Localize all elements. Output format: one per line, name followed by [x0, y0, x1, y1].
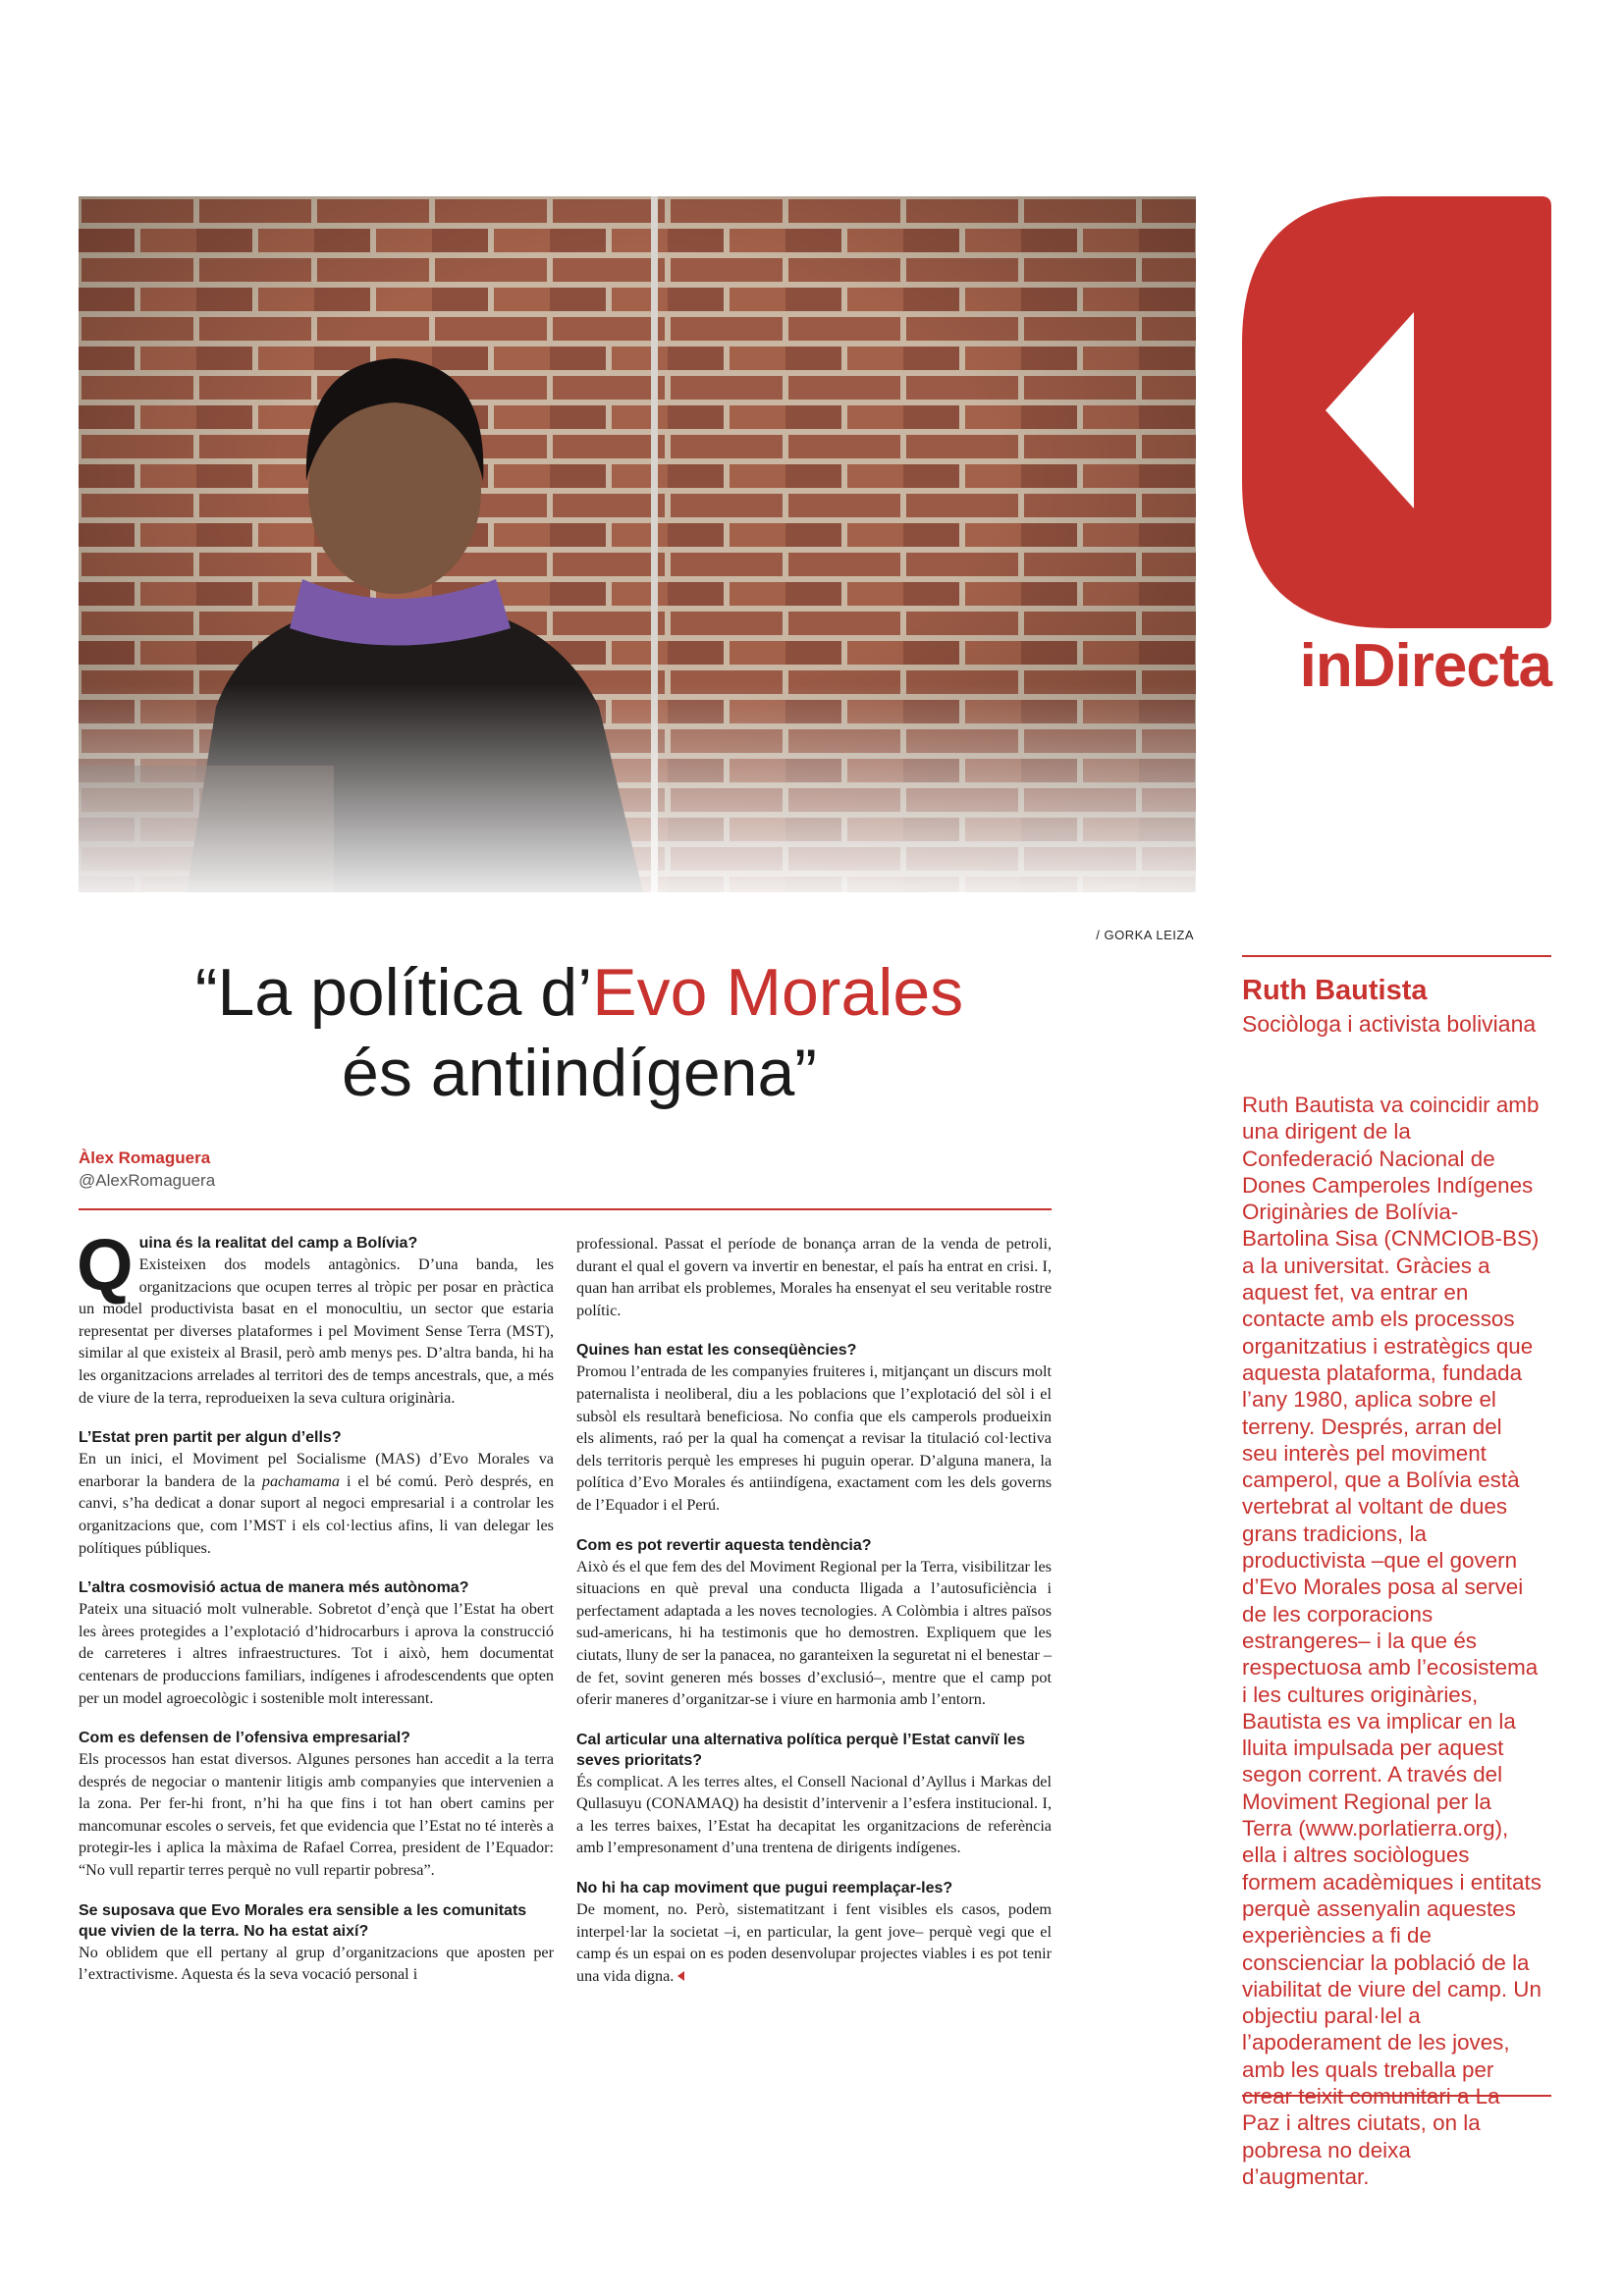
- answer: Existeixen dos models antagònics. D’una banda, les organitzacions que ocupen terres al tròpic per posar en pràctica un model productivista basat en el monocultiu, un sector que estaria representat per diverses plataformes i pel Moviment Sense Terra (MST), similar al que existeix al Brasil, però amb menys pes. D’altra banda, hi ha les organitzacions arrelades al territori des de temps ancestrals, que, a més de viure de la terra, reprodueixen la seva cultura originària.: [79, 1255, 554, 1407]
- end-triangle-icon: [677, 1971, 684, 1981]
- headline: [79, 952, 1080, 1113]
- answer-text: En un inici, el Moviment pel Socialisme (MAS) d’Evo Morales va enarborar la bandera de la: [79, 1450, 554, 1490]
- intro-block: [77, 1224, 554, 1409]
- play-back-logo-icon: [1242, 196, 1551, 628]
- answer: És complicat. A les terres altes, el Consell Nacional d’Ayllus i Markas del Qullasuyu (CONAMAQ) ha desistit d’intervenir a l’esfera institucional. I, a les terres baixes, l’Estat ha decapitat les organitzacions de referència amb l’empresonament d’una trentena de dirigents indígenes.: [576, 1772, 1052, 1857]
- answer: [576, 1898, 1052, 1987]
- headline-line2: és antiindígena”: [342, 1036, 817, 1110]
- answer: Els processos han estat diversos. Algunes persones han accedit a la terra després de negociar o mantenir litigis amb companyies que intervenien a la zona. Per fer-hi front, n’hi ha que fins i tot han obert camins per mancomunar escoles o serveis, fet que evidencia que l’Estat no té interès a protegir-les i aplica la màxima de Rafael Correa, president de l’Equador: “No vull repartir terres perquè no vull repartir pobresa”.: [79, 1750, 554, 1880]
- section-brand: inDirecta: [1299, 632, 1551, 700]
- question: Com es defensen de l’ofensiva empresarial?: [79, 1730, 410, 1747]
- headline-part1: “La política d’: [194, 955, 593, 1030]
- article-column-left: [77, 1224, 554, 2004]
- answer-text: De moment, no. Però, sistematitzant i fent visibles els casos, podem interpel·lar la societat –i, en particular, la gent jove– perquè vegi que el camp és un espai on es poden desenvolupar projectes viables i es pot tenir una vida digna.: [576, 1900, 1052, 1985]
- drop-cap: Q: [77, 1224, 134, 1306]
- sidebar-divider-bottom: [1242, 2095, 1551, 2097]
- answer: No oblidem que ell pertany al grup d’organitzacions que aposten per l’extractivisme. Aquesta és la seva vocació personal i: [79, 1943, 554, 1984]
- divider: [79, 1208, 1052, 1210]
- answer: Pateix una situació molt vulnerable. Sobretot d’ençà que l’Estat ha obert les àrees protegides a l’explotació d’hidrocarburs i aprova la construcció de carreteres i altres infraestructures. Tot i això, hem documentat centenars de produccions familiars, indígenes i afrodescendents que opten per un model agroecològic i sostenible molt interessant.: [79, 1600, 554, 1707]
- author-name: Àlex Romaguera: [79, 1148, 211, 1167]
- answer-continuation: professional. Passat el període de bonança arran de la venda de petroli, durant el qual el govern va invertir en benestar, el país ha entrat en crisi. I, quan han arribat els problemes, Morales ha ensenyat el seu veritable rostre polític.: [576, 1235, 1052, 1319]
- answer-emphasis: pachamama: [261, 1471, 340, 1490]
- answer-text: i el bé comú. Però després, en canvi, s’ha dedicat a donar suport al negoci empresarial i a controlar les organitzacions que, com l’MST i els col·lectius afins, li van delegar les polítiques públiques.: [79, 1471, 554, 1557]
- answer: Això és el que fem des del Moviment Regional per la Terra, visibilitzar les situacions en què preval una conducta lligada a l’autosuficiència i perfectament adaptada a les noves tecnologies. A Colòmbia i altres països sud-americans, hi ha testimonis que ho demostren. Expliquem que les ciutats, lluny de ser la panacea, no garanteixen la seguretat ni el benestar –de fet, sovint generen més bosses d’exclusió–, mentre que el camp pot oferir maneres d’organitzar-se i viure en harmonia amb l’entorn.: [576, 1557, 1052, 1709]
- profile-bio: Ruth Bautista va coincidir amb una dirigent de la Confederació Nacional de Dones Camperoles Indígenes Originàries de Bolívia-Bartolina Sisa (CNMCIOB-BS) a la universitat. Gràcies a aquest fet, va entrar en contacte amb els processos organitzatius i estratègics que aquesta plataforma, fundada l’any 1980, aplica sobre el terreny. Després, arran del seu interès pel moviment camperol, que a Bolívia està vertebrat al voltant de dues grans tradicions, la productivista –que el govern d’Evo Morales posa al servei de les corporacions estrangeres– i la que és respectuosa amb l’ecosistema i les cultures originàries, Bautista es va implicar en la lluita impulsada per aquest segon corrent. A través del Moviment Regional per la Terra (www.porlatierra.org), ella i altres sociòlogues formem acadèmiques i entitats perquè assenyalin aquestes experiències a fi de conscienciar la població de la viabilitat de viure del camp. Un objectiu paral·lel a l’apoderament de les joves, amb les quals treballa per crear teixit comunitari a La Paz i altres ciutats, on la pobresa no deixa d’augmentar.: [1242, 1093, 1542, 2189]
- profile-role: Sociòloga i activista boliviana: [1242, 1011, 1537, 1037]
- question: No hi ha cap moviment que pugui reemplaçar-les?: [576, 1880, 953, 1897]
- question: Quines han estat les conseqüències?: [576, 1342, 857, 1360]
- answer: Promou l’entrada de les companyies fruiteres i, mitjançant un discurs molt paternalista i neoliberal, diu a les poblacions que l’explotació del sòl i el subsòl els resultarà beneficiosa. No confia que els camperols produeixin els aliments, raó per la qual ha començat a revisar la titulació col·lectiva dels territoris perquè les empreses hi puguin operar. D’alguna manera, la política d’Evo Morales és antiindígena, exactament com les dels governs de l’Equador i el Perú.: [576, 1362, 1052, 1514]
- question: Cal articular una alternativa política perquè l’Estat canviï les seves prioritats?: [576, 1731, 1026, 1769]
- question: uina és la realitat del camp a Bolívia?: [138, 1235, 418, 1252]
- article-column-right: [576, 1233, 1052, 2005]
- photo-credit: / GORKA LEIZA: [1096, 928, 1194, 942]
- question: L’Estat pren partit per algun d’ells?: [79, 1429, 342, 1447]
- profile-name: Ruth Bautista: [1242, 975, 1428, 1006]
- question: Se suposava que Evo Morales era sensible a les comunitats que vivien de la terra. No ha estat així?: [79, 1901, 527, 1940]
- author-handle[interactable]: @AlexRomaguera: [79, 1171, 216, 1190]
- headline-highlight: Evo Morales: [592, 955, 964, 1030]
- question: Com es pot revertir aquesta tendència?: [576, 1536, 872, 1554]
- question: L’altra cosmovisió actua de manera més autònoma?: [79, 1579, 469, 1597]
- sidebar-divider-top: [1242, 955, 1551, 957]
- interview-photo: [79, 196, 1196, 892]
- photo-illustration: [79, 196, 1196, 892]
- answer: [79, 1448, 554, 1559]
